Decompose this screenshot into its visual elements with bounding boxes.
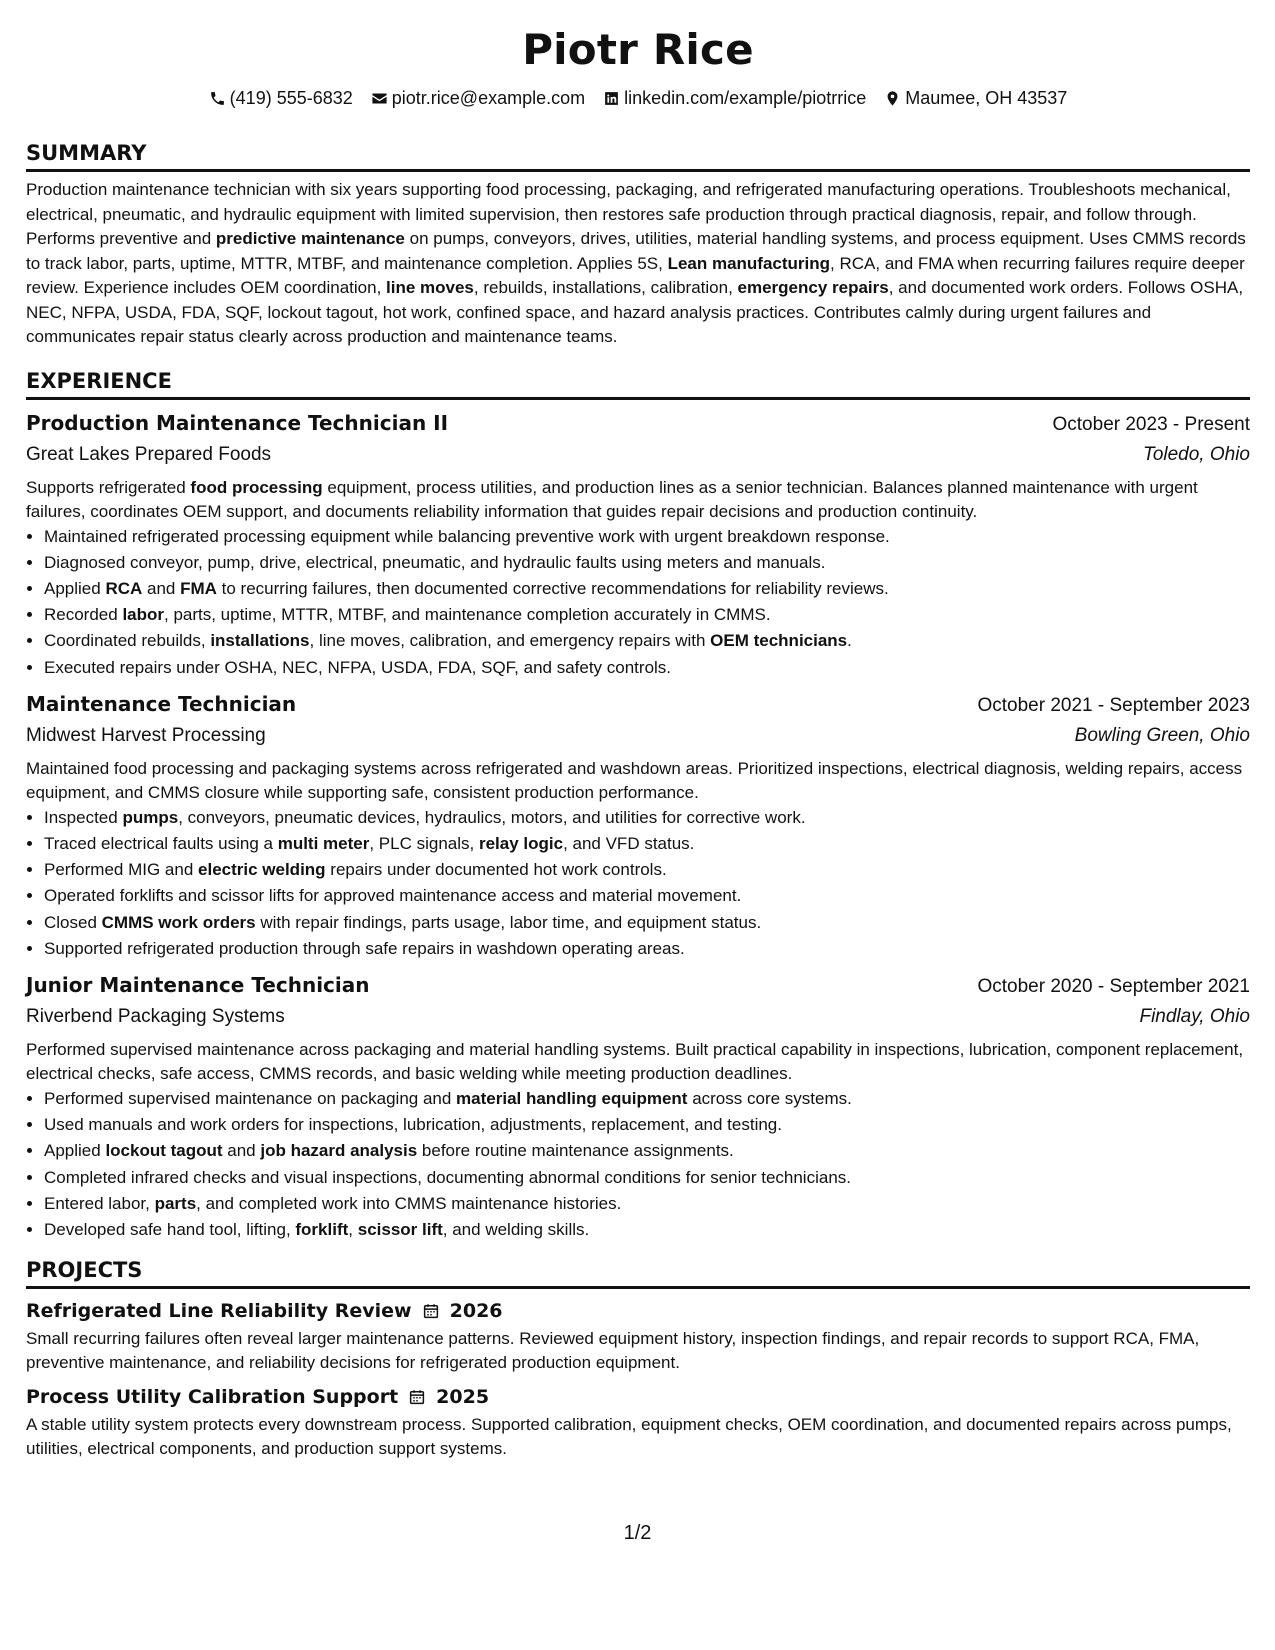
- emphasis-text: labor: [122, 605, 164, 625]
- calendar-icon: [422, 1302, 440, 1320]
- job-title-row: [26, 408, 1250, 440]
- bullet-item: • Closed CMMS work orders with repair findings, parts usage, labor time, and equipment status.: [44, 910, 1250, 936]
- job-bullets: [26, 805, 1250, 962]
- job-description: Supports refrigerated food processing equipment, process utilities, and production lines as a senior technician. Balances planned maintenance with urgent failures, coordinates OEM support, and documents reliability information that guides repair decisions and production continuity.: [26, 477, 1198, 521]
- project-header: [26, 1383, 1250, 1411]
- page-number: 1/2: [623, 1522, 652, 1544]
- summary-section: [26, 140, 1250, 350]
- bullet-item: • Applied RCA and FMA to recurring failures, then documented corrective recommendations for reliability reviews.: [44, 576, 1250, 602]
- calendar-icon: [408, 1388, 426, 1406]
- candidate-name: Piotr Rice: [522, 25, 754, 74]
- resume-header: [26, 0, 1250, 110]
- experience-section: [26, 368, 1250, 1244]
- emphasis-text: multi meter: [277, 833, 370, 853]
- emphasis-text: lockout tagout: [105, 1141, 223, 1161]
- resume-page: [26, 0, 1250, 1650]
- job-description: Performed supervised maintenance across packaging and material handling systems. Built practical capability in inspections, lubrication, component replacement, electrical checks, safe access, CMMS records, and basic welding while meeting production deadlines.: [26, 1039, 1244, 1083]
- job-company-row: [26, 721, 1250, 751]
- job-dates: October 2021 - September 2023: [977, 694, 1250, 716]
- job-company: Riverbend Packaging Systems: [26, 1005, 285, 1027]
- emphasis-text: job hazard analysis: [260, 1141, 418, 1161]
- project-entry: [26, 1297, 1250, 1375]
- bullet-item: • Maintained refrigerated processing equipment while balancing preventive work with urgent breakdown response.: [44, 524, 1250, 550]
- emphasis-text: material handling equipment: [456, 1088, 688, 1108]
- emphasis-text: pumps: [122, 807, 179, 827]
- project-year: 2025: [436, 1386, 490, 1409]
- job-entry: [26, 970, 1250, 1243]
- job-dates: October 2023 - Present: [1052, 413, 1250, 435]
- emphasis-text: forklift: [295, 1219, 349, 1239]
- emphasis-text: predictive maintenance: [215, 229, 405, 248]
- job-entry: [26, 689, 1250, 962]
- emphasis-text: scissor lift: [357, 1219, 443, 1239]
- experience-heading: EXPERIENCE: [26, 368, 1250, 400]
- emphasis-text: installations: [210, 631, 310, 651]
- bullet-item: • Performed supervised maintenance on packaging and material handling equipment across core systems.: [44, 1086, 1250, 1112]
- bullet-item: • Diagnosed conveyor, pump, drive, electrical, pneumatic, and hydraulic faults using meters and manuals.: [44, 550, 1250, 576]
- linkedin-icon: [603, 90, 620, 107]
- projects-heading: PROJECTS: [26, 1257, 1250, 1289]
- emphasis-text: electric welding: [198, 860, 326, 880]
- emphasis-text: line moves: [386, 278, 474, 297]
- linkedin-text[interactable]: linkedin.com/example/piotrrice: [624, 88, 867, 108]
- location-text: Maumee, OH 43537: [905, 88, 1068, 108]
- job-company: Midwest Harvest Processing: [26, 724, 266, 746]
- job-company: Great Lakes Prepared Foods: [26, 443, 272, 465]
- emphasis-text: Lean manufacturing: [667, 253, 831, 273]
- job-title-row: [26, 970, 1250, 1002]
- emphasis-text: FMA: [180, 578, 217, 598]
- job-location: Findlay, Ohio: [1139, 1005, 1250, 1027]
- project-description: A stable utility system protects every downstream process. Supported calibration, equipment checks, OEM coordination, and documented repairs across pumps, utilities, electrical components, and production support systems.: [26, 1415, 1232, 1459]
- projects-section: [26, 1257, 1250, 1461]
- contact-location: [884, 86, 1067, 110]
- job-company-row: [26, 440, 1250, 470]
- project-list: [26, 1297, 1250, 1461]
- emphasis-text: CMMS work orders: [101, 912, 256, 932]
- job-title: Production Maintenance Technician II: [26, 410, 449, 435]
- contact-linkedin[interactable]: [603, 86, 866, 110]
- job-title: Junior Maintenance Technician: [26, 972, 370, 997]
- bullet-item: • Operated forklifts and scissor lifts for approved maintenance access and material movement.: [44, 883, 1250, 909]
- bullet-item: • Entered labor, parts, and completed work into CMMS maintenance histories.: [44, 1191, 1250, 1217]
- job-title-row: [26, 689, 1250, 721]
- project-header: [26, 1297, 1250, 1325]
- project-year: 2026: [449, 1300, 503, 1323]
- emphasis-text: RCA: [105, 578, 143, 598]
- emphasis-text: relay logic: [478, 833, 564, 853]
- job-description: Maintained food processing and packaging systems across refrigerated and washdown areas. Prioritized inspections, electrical diagnosis, welding repairs, access equipment, and CMMS closure while supporting safe, consistent production performance.: [26, 758, 1243, 802]
- bullet-item: • Inspected pumps, conveyors, pneumatic devices, hydraulics, motors, and utilities for corrective work.: [44, 805, 1250, 831]
- summary-text: Production maintenance technician with six years supporting food processing, packaging, and refrigerated manufacturing operations. Troubleshoots mechanical, electrical, pneumatic, and hydraulic equipment with limited supervision, then restores safe production through practical diagnosis, repair, and follow through. Performs preventive and predictive maintenance on pumps, conveyors, drives, utilities, material handling systems, and process equipment. Uses CMMS records to track labor, parts, uptime, MTTR, MTBF, and maintenance completion. Applies 5S, Lean manufacturing, RCA, and FMA when recurring failures require deeper review. Experience includes OEM coordination, line moves, rebuilds, installations, calibration, emergency repairs, and documented work orders. Follows OSHA, NEC, NFPA, USDA, FDA, SQF, lockout tagout, hot work, confined space, and hazard analysis practices. Contributes calmly during urgent failures and communicates repair status clearly across production and maintenance teams.: [26, 180, 1246, 346]
- emphasis-text: food processing: [190, 477, 323, 497]
- emphasis-text: parts: [154, 1193, 197, 1213]
- envelope-icon: [371, 90, 388, 107]
- map-pin-icon: [884, 90, 901, 107]
- bullet-item: • Traced electrical faults using a multi meter, PLC signals, relay logic, and VFD status.: [44, 831, 1250, 857]
- contact-phone: [209, 86, 353, 110]
- emphasis-text: emergency repairs: [737, 278, 889, 297]
- bullet-item: • Performed MIG and electric welding repairs under documented hot work controls.: [44, 857, 1250, 883]
- job-location: Bowling Green, Ohio: [1074, 724, 1250, 746]
- project-title: Refrigerated Line Reliability Review: [26, 1300, 412, 1323]
- contact-line: [26, 86, 1250, 110]
- bullet-item: • Executed repairs under OSHA, NEC, NFPA, USDA, FDA, SQF, and safety controls.: [44, 655, 1250, 681]
- job-entry: [26, 408, 1250, 681]
- bullet-item: • Developed safe hand tool, lifting, forklift, scissor lift, and welding skills.: [44, 1217, 1250, 1243]
- job-dates: October 2020 - September 2021: [977, 975, 1250, 997]
- contact-email[interactable]: [371, 86, 585, 110]
- phone-text: (419) 555-6832: [229, 88, 353, 108]
- project-title: Process Utility Calibration Support: [26, 1386, 399, 1409]
- summary-heading: SUMMARY: [26, 140, 1250, 172]
- job-title: Maintenance Technician: [26, 691, 297, 716]
- job-bullets: [26, 524, 1250, 681]
- project-entry: [26, 1383, 1250, 1461]
- project-description: Small recurring failures often reveal larger maintenance patterns. Reviewed equipment history, inspection findings, and repair records to support RCA, FMA, preventive maintenance, and reliability decisions for refrigerated production equipment.: [26, 1329, 1200, 1373]
- bullet-item: • Applied lockout tagout and job hazard analysis before routine maintenance assignments.: [44, 1138, 1250, 1164]
- bullet-item: • Completed infrared checks and visual inspections, documenting abnormal conditions for senior technicians.: [44, 1165, 1250, 1191]
- emphasis-text: OEM technicians: [710, 631, 848, 651]
- bullet-item: • Used manuals and work orders for inspections, lubrication, adjustments, replacement, and testing.: [44, 1112, 1250, 1138]
- job-bullets: [26, 1086, 1250, 1243]
- email-text[interactable]: piotr.rice@example.com: [391, 88, 586, 108]
- phone-icon: [209, 90, 226, 107]
- bullet-item: • Supported refrigerated production through safe repairs in washdown operating areas.: [44, 936, 1250, 962]
- job-company-row: [26, 1002, 1250, 1032]
- job-location: Toledo, Ohio: [1142, 443, 1250, 465]
- bullet-item: • Coordinated rebuilds, installations, line moves, calibration, and emergency repairs with OEM technicians.: [44, 628, 1250, 654]
- bullet-item: • Recorded labor, parts, uptime, MTTR, MTBF, and maintenance completion accurately in CMMS.: [44, 602, 1250, 628]
- job-list: [26, 408, 1250, 1244]
